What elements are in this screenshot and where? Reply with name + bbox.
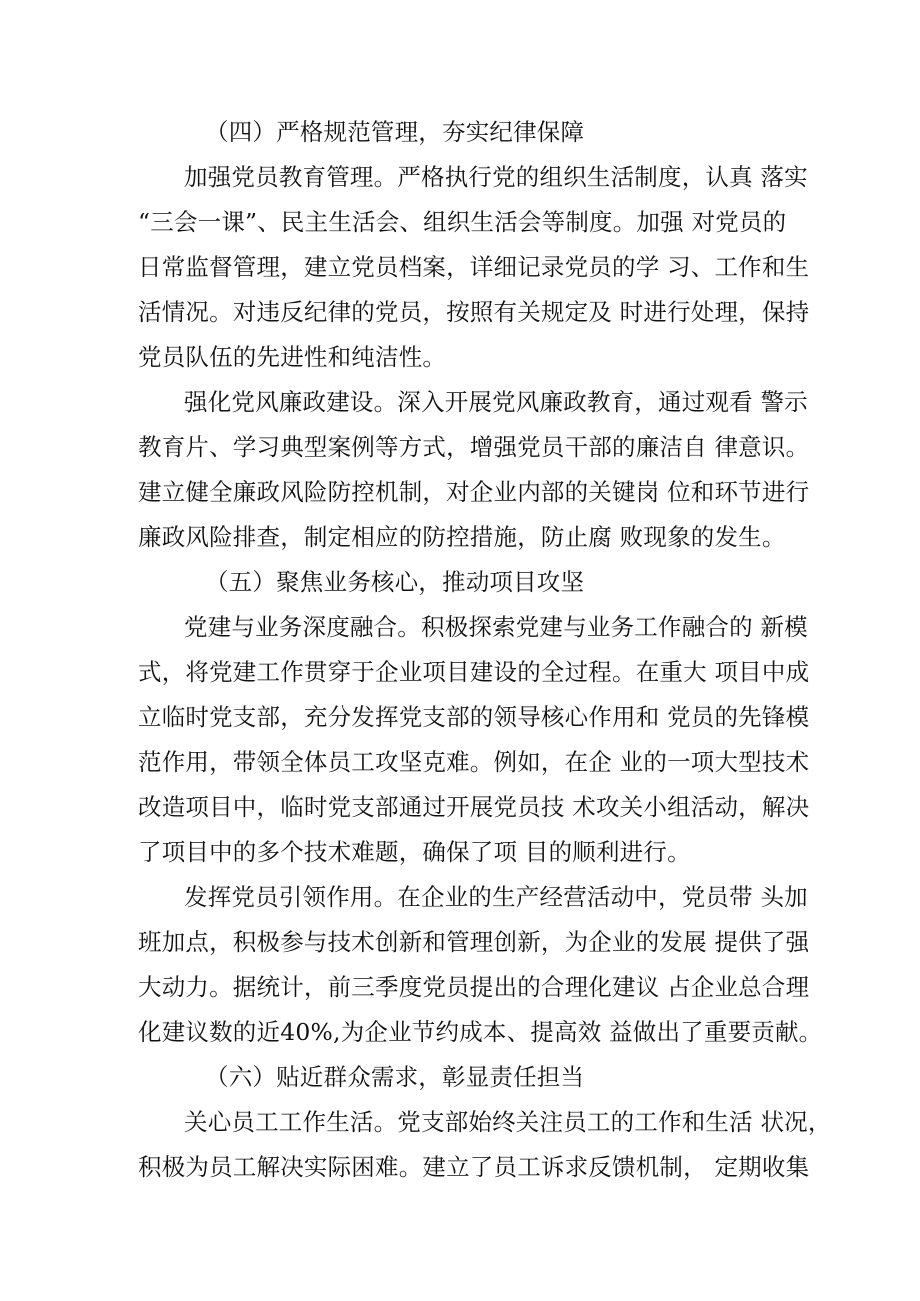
paragraph-line: 教育片、学习典型案例等方式，增强党员干部的廉洁自 律意识。 [138, 433, 810, 461]
paragraph-line: 积极为员工解决实际困难。建立了员工诉求反馈机制， 定期收集 [138, 1153, 810, 1181]
paragraph-line: 党员队伍的先进性和纯洁性。 [138, 343, 447, 371]
section-6-heading: （六）贴近群众需求，彰显责任担当 [205, 1063, 585, 1091]
paragraph-line: 大动力。据统计，前三季度党员提出的合理化建议 占企业总合理 [138, 973, 810, 1001]
paragraph-line: 范作用，带领全体员工攻坚克难。例如，在企 业的一项大型技术 [138, 748, 810, 776]
paragraph-line: 活情况。对违反纪律的党员，按照有关规定及 时进行处理，保持 [138, 298, 810, 326]
paragraph-line: 廉政风险排查，制定相应的防控措施，防止腐 败现象的发生。 [138, 523, 786, 551]
paragraph-line: 党建与业务深度融合。积极探索党建与业务工作融合的 新模 [184, 613, 808, 641]
paragraph-line: 日常监督管理，建立党员档案，详细记录党员的学 习、工作和生 [138, 253, 810, 281]
section-5-heading: （五）聚焦业务核心，推动项目攻坚 [205, 568, 585, 596]
paragraph-line: 班加点，积极参与技术创新和管理创新，为企业的发展 提供了强 [138, 928, 810, 956]
paragraph-line: 发挥党员引领作用。在企业的生产经营活动中，党员带 头加 [184, 883, 808, 911]
paragraph-line: 加强党员教育管理。严格执行党的组织生活制度，认真 落实 [184, 163, 808, 191]
paragraph-line: 强化党风廉政建设。深入开展党风廉政教育，通过观看 警示 [184, 388, 808, 416]
paragraph-line: 立临时党支部，充分发挥党支部的领导核心作用和 党员的先锋模 [138, 703, 810, 731]
paragraph-line: 式，将党建工作贯穿于企业项目建设的全过程。在重大 项目中成 [138, 658, 810, 686]
paragraph-line: “三会一课”、民主生活会、组织生活会等制度。加强 对党员的 [138, 208, 787, 236]
paragraph-line: 了项目中的多个技术难题，确保了项 目的顺利进行。 [138, 838, 691, 866]
paragraph-line: 化建议数的近40%,为企业节约成本、提高效 益做出了重要贡献。 [138, 1018, 823, 1046]
section-4-heading: （四）严格规范管理，夯实纪律保障 [205, 118, 585, 146]
paragraph-line: 关心员工工作生活。党支部始终关注员工的工作和生活 状况， [184, 1108, 832, 1136]
paragraph-line: 改造项目中，临时党支部通过开展党员技 术攻关小组活动，解决 [138, 793, 810, 821]
paragraph-line: 建立健全廉政风险防控机制，对企业内部的关键岗 位和环节进行 [138, 478, 810, 506]
